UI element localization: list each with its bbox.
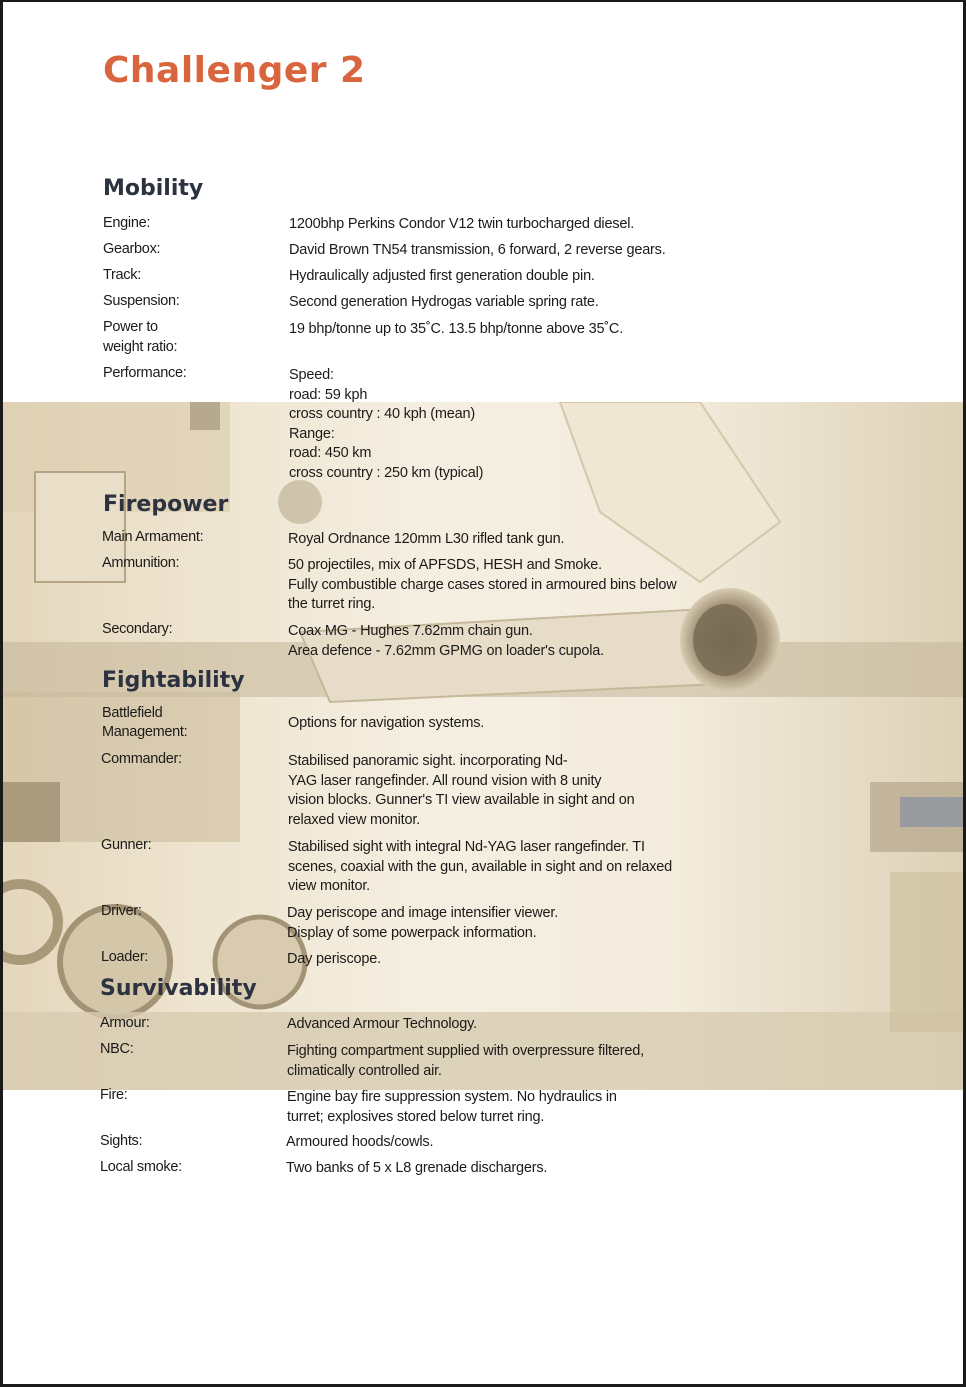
fire-value [287,1088,757,1127]
ammunition-line: 50 projectiles, mix of APFSDS, HESH and Smoke. [288,557,602,573]
nbc-line: Fighting compartment supplied with overpressure filtered, [287,1043,644,1059]
nbc-value [287,1042,757,1081]
armour-value: Advanced Armour Technology. [287,1016,477,1032]
nbc-label: NBC: [100,1041,134,1057]
ammunition-label: Ammunition: [102,555,180,571]
nbc-line: climatically controlled air. [287,1062,442,1079]
ammunition-line: the turret ring. [288,596,376,612]
gunner-line: view monitor. [288,878,371,894]
sights-value: Armoured hoods/cowls. [286,1134,434,1150]
performance-line: Speed: [289,367,334,383]
section-heading-firepower: Firepower [103,492,229,517]
gunner-value [288,838,758,897]
gearbox-label: Gearbox: [103,241,161,257]
driver-line: Day periscope and image intensifier viewer. [287,905,559,921]
gearbox-value: David Brown TN54 transmission, 6 forward, 2 reverse gears. [289,242,666,258]
battlefield-management-label-line: Battlefield [102,705,163,721]
local-smoke-label: Local smoke: [100,1159,182,1175]
armour-label: Armour: [100,1015,150,1031]
fire-label: Fire: [100,1087,128,1103]
power-to-weight-label [103,318,278,357]
engine-value: 1200bhp Perkins Condor V12 twin turbocharged diesel. [289,216,635,232]
section-heading-fightability: Fightability [102,668,245,693]
track-label: Track: [103,267,141,283]
ammunition-line: Fully combustible charge cases stored in armoured bins below [288,576,677,593]
performance-value [289,366,759,483]
suspension-value: Second generation Hydrogas variable spring rate. [289,294,599,310]
commander-line: Stabilised panoramic sight. incorporating Nd- [288,753,568,769]
battlefield-management-label [102,704,277,742]
main-armament-label: Main Armament: [102,529,204,545]
driver-label: Driver: [101,903,142,919]
performance-line: road: 59 kph [289,386,368,403]
local-smoke-value: Two banks of 5 x L8 grenade dischargers. [286,1160,548,1176]
section-heading-survivability: Survivability [100,976,257,1001]
driver-value [287,904,757,943]
commander-value [288,752,758,830]
battlefield-management-value: Options for navigation systems. [288,715,485,731]
gunner-line: scenes, coaxial with the gun, available in sight and on relaxed [288,858,672,875]
secondary-line: Coax MG - Hughes 7.62mm chain gun. [288,623,533,639]
engine-label: Engine: [103,215,151,231]
commander-line: relaxed view monitor. [288,811,420,828]
sights-label: Sights: [100,1133,143,1149]
loader-label: Loader: [101,949,149,965]
main-armament-value: Royal Ordnance 120mm L30 rifled tank gun. [288,531,565,547]
commander-label: Commander: [101,751,182,767]
commander-line: vision blocks. Gunner's TI view available in sight and on [288,792,635,808]
secondary-value [288,622,758,661]
power-to-weight-label-line: weight ratio: [103,338,178,355]
driver-line: Display of some powerpack information. [287,924,537,941]
performance-line: Range: [289,425,335,442]
performance-label: Performance: [103,365,187,381]
power-to-weight-label-line: Power to [103,319,158,335]
performance-line: cross country : 250 km (typical) [289,464,484,481]
track-value: Hydraulically adjusted first generation double pin. [289,268,595,284]
secondary-line: Area defence - 7.62mm GPMG on loader's cupola. [288,642,604,659]
loader-value: Day periscope. [287,951,381,967]
commander-line: YAG laser rangefinder. All round vision with 8 unity [288,772,602,789]
section-heading-mobility: Mobility [103,176,204,201]
suspension-label: Suspension: [103,293,180,309]
secondary-label: Secondary: [102,621,173,637]
performance-line: cross country : 40 kph (mean) [289,406,475,422]
gunner-line: Stabilised sight with integral Nd-YAG laser rangefinder. TI [288,839,645,855]
ammunition-value [288,556,768,615]
power-to-weight-value: 19 bhp/tonne up to 35˚C. 13.5 bhp/tonne above 35˚C. [289,321,624,337]
fire-line: turret; explosives stored below turret ring. [287,1108,545,1125]
performance-line: road: 450 km [289,445,372,461]
gunner-label: Gunner: [101,837,152,853]
battlefield-management-label-line: Management: [102,724,188,740]
page-title: Challenger 2 [103,50,366,91]
fire-line: Engine bay fire suppression system. No hydraulics in [287,1089,617,1105]
